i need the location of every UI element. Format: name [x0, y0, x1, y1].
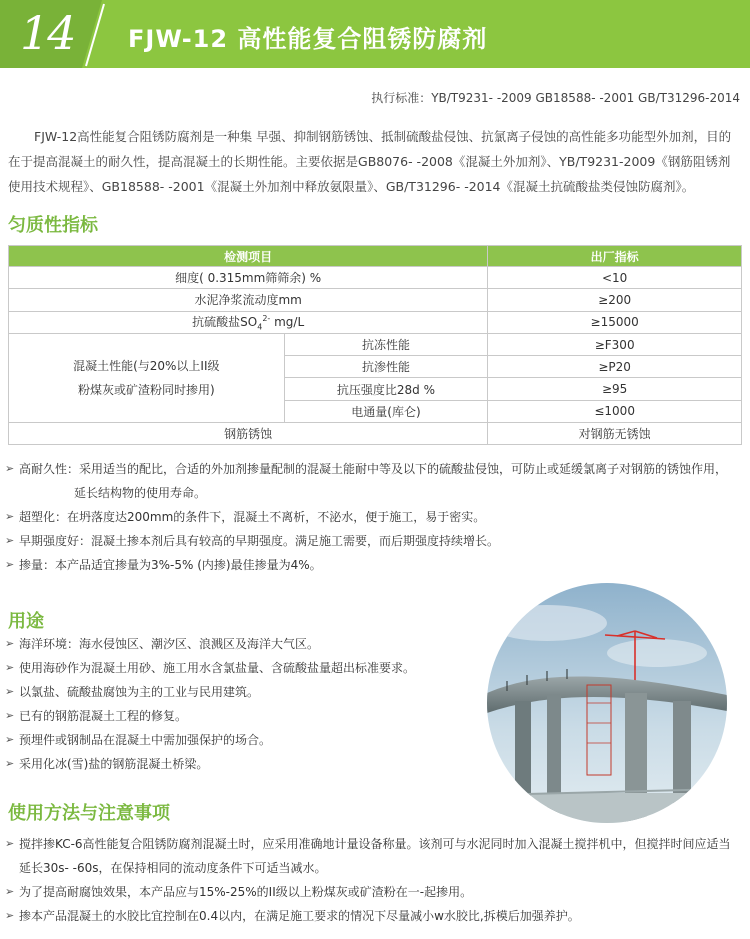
table-cell-item: 电通量(库仑) — [284, 400, 488, 422]
arrow-right-icon: ➢ — [5, 510, 15, 523]
concrete-label-line1: 混凝土性能(与20%以上II级 — [73, 358, 220, 373]
usage-text: 使用海砂作为混凝土用砂、施工用水含氯盐量、含硫酸盐量超出标准要求。 — [19, 661, 416, 675]
arrow-right-icon: ➢ — [5, 661, 15, 674]
arrow-right-icon: ➢ — [5, 885, 15, 898]
table-cell-value: ≤1000 — [488, 400, 742, 422]
arrow-right-icon: ➢ — [5, 757, 15, 770]
table-cell-value: ≥200 — [488, 289, 742, 311]
list-item — [5, 457, 747, 505]
features-list — [5, 457, 747, 577]
execution-standard: 执行标准：YB/T9231- -2009 GB18588- -2001 GB/T31296-2014 — [371, 91, 740, 105]
table-cell-value: ≥95 — [488, 378, 742, 400]
sulfate-label: 抗硫酸盐SO — [192, 315, 258, 330]
list-item — [5, 529, 747, 553]
table-row — [9, 423, 742, 445]
method-text: 掺本产品混凝土的水胶比宜控制在0.4以内，在满足施工要求的情况下尽量减小w水胶比,拆模后加强养护。 — [19, 909, 580, 923]
table-cell-item: 钢筋锈蚀 — [9, 423, 488, 445]
feature-text: 超塑化：在坍落度达200mm的条件下，混凝土不离析，不泌水，便于施工，易于密实。 — [19, 510, 486, 524]
feature-text: 掺量：本产品适宜掺量为3%-5% (内掺)最佳掺量为4%。 — [19, 558, 322, 572]
table-cell-value: ≥15000 — [488, 311, 742, 333]
arrow-right-icon: ➢ — [5, 462, 15, 475]
table-cell-item: 水泥净浆流动度mm — [9, 289, 488, 311]
list-item — [5, 728, 485, 752]
feature-text: 早期强度好：混凝土掺本剂后具有较高的早期强度。满足施工需要，而后期强度持续增长。 — [19, 534, 500, 548]
table-cell-item: 抗冻性能 — [284, 333, 488, 355]
list-item — [5, 505, 747, 529]
table-cell-item: 抗压强度比28d % — [284, 378, 488, 400]
table-cell-item — [9, 311, 488, 333]
arrow-right-icon: ➢ — [5, 909, 15, 922]
sulfate-superscript: 2- — [262, 314, 271, 324]
table-head-item: 检测项目 — [9, 246, 488, 267]
sulfate-unit: mg/L — [270, 315, 305, 330]
arrow-right-icon: ➢ — [5, 709, 15, 722]
usage-text: 以氯盐、硫酸盐腐蚀为主的工业与民用建筑。 — [19, 685, 260, 699]
table-cell-item: 细度( 0.315mm筛筛余) % — [9, 267, 488, 289]
list-item — [5, 680, 485, 704]
concrete-label-line2: 粉煤灰或矿渣粉同时掺用) — [77, 382, 215, 397]
concrete-performance-label — [9, 333, 285, 422]
feature-text-cont: 延长结构物的使用寿命。 — [74, 486, 207, 500]
table-cell-value: ≥F300 — [488, 333, 742, 355]
arrow-right-icon: ➢ — [5, 637, 15, 650]
arrow-right-icon: ➢ — [5, 685, 15, 698]
usage-text: 海洋环境：海水侵蚀区、潮汐区、浪溅区及海洋大气区。 — [19, 637, 320, 651]
arrow-right-icon: ➢ — [5, 534, 15, 547]
spec-table — [8, 245, 742, 445]
table-cell-value: 对钢筋无锈蚀 — [488, 423, 742, 445]
feature-text: 高耐久性：采用适当的配比，合适的外加剂掺量配制的混凝土能耐中等及以下的硫酸盐侵蚀，可防止或延缓氯离子对钢筋的锈蚀作用， — [19, 462, 728, 476]
list-item — [5, 880, 747, 904]
table-header-row — [9, 246, 742, 267]
method-text-cont: 延长30s- -60s，在保持相同的流动度条件下可适当减水。 — [19, 861, 327, 875]
list-item — [5, 632, 485, 656]
table-row — [9, 311, 742, 333]
arrow-right-icon: ➢ — [5, 558, 15, 571]
method-text: 搅拌掺KC-6高性能复合阻锈防腐剂混凝土时，应采用准确地计量设备称量。该剂可与水泥同时加入混凝土搅拌机中，但搅拌时间应适当 — [19, 837, 731, 851]
section-title-quality: 匀质性指标 — [8, 215, 98, 236]
bridge-construction-photo — [487, 583, 727, 823]
sulfate-subscript: 4 — [257, 322, 263, 332]
usage-text: 预埋件或钢制品在混凝土中需加强保护的场合。 — [19, 733, 272, 747]
table-row — [9, 289, 742, 311]
method-list — [5, 832, 747, 928]
list-item — [5, 553, 747, 577]
usage-text: 采用化冰(雪)盐的钢筋混凝土桥梁。 — [19, 757, 209, 771]
table-row — [9, 267, 742, 289]
section-title-usage: 用途 — [8, 611, 44, 632]
table-head-value: 出厂指标 — [488, 246, 742, 267]
list-item — [5, 832, 747, 880]
intro-paragraph: FJW-12高性能复合阻锈防腐剂是一种集 早强、抑制钢筋锈蚀、抵制硫酸盐侵蚀、抗氯离子侵蚀的高性能多功能型外加剂，目的在于提高混凝土的耐久性，提高混凝土的长期性能。主要依据是GB8076- -2008《混凝土外加剂》、YB/T9231-2009《钢筋阻锈剂使用技术规程》、GB18588- -2001《混凝土外加剂中释放氨限量》、GB/T31296- -2014《混凝土抗硫酸盐类侵蚀防腐剂》。 — [8, 129, 732, 194]
header-banner — [0, 0, 750, 68]
usage-text: 已有的钢筋混凝土工程的修复。 — [19, 709, 188, 723]
list-item — [5, 752, 485, 776]
arrow-right-icon: ➢ — [5, 733, 15, 746]
table-cell-value: <10 — [488, 267, 742, 289]
section-number: 14 — [20, 6, 75, 60]
product-title: FJW-12 高性能复合阻锈防腐剂 — [128, 25, 488, 53]
list-item — [5, 656, 485, 680]
table-row — [9, 333, 742, 355]
arrow-right-icon: ➢ — [5, 837, 15, 850]
usage-list — [5, 632, 485, 776]
table-cell-value: ≥P20 — [488, 356, 742, 378]
table-cell-item: 抗渗性能 — [284, 356, 488, 378]
list-item — [5, 704, 485, 728]
list-item — [5, 904, 747, 928]
section-title-method: 使用方法与注意事项 — [8, 803, 170, 824]
method-text: 为了提高耐腐蚀效果，本产品应与15%-25%的II级以上粉煤灰或矿渣粉在一-起掺用。 — [19, 885, 473, 899]
